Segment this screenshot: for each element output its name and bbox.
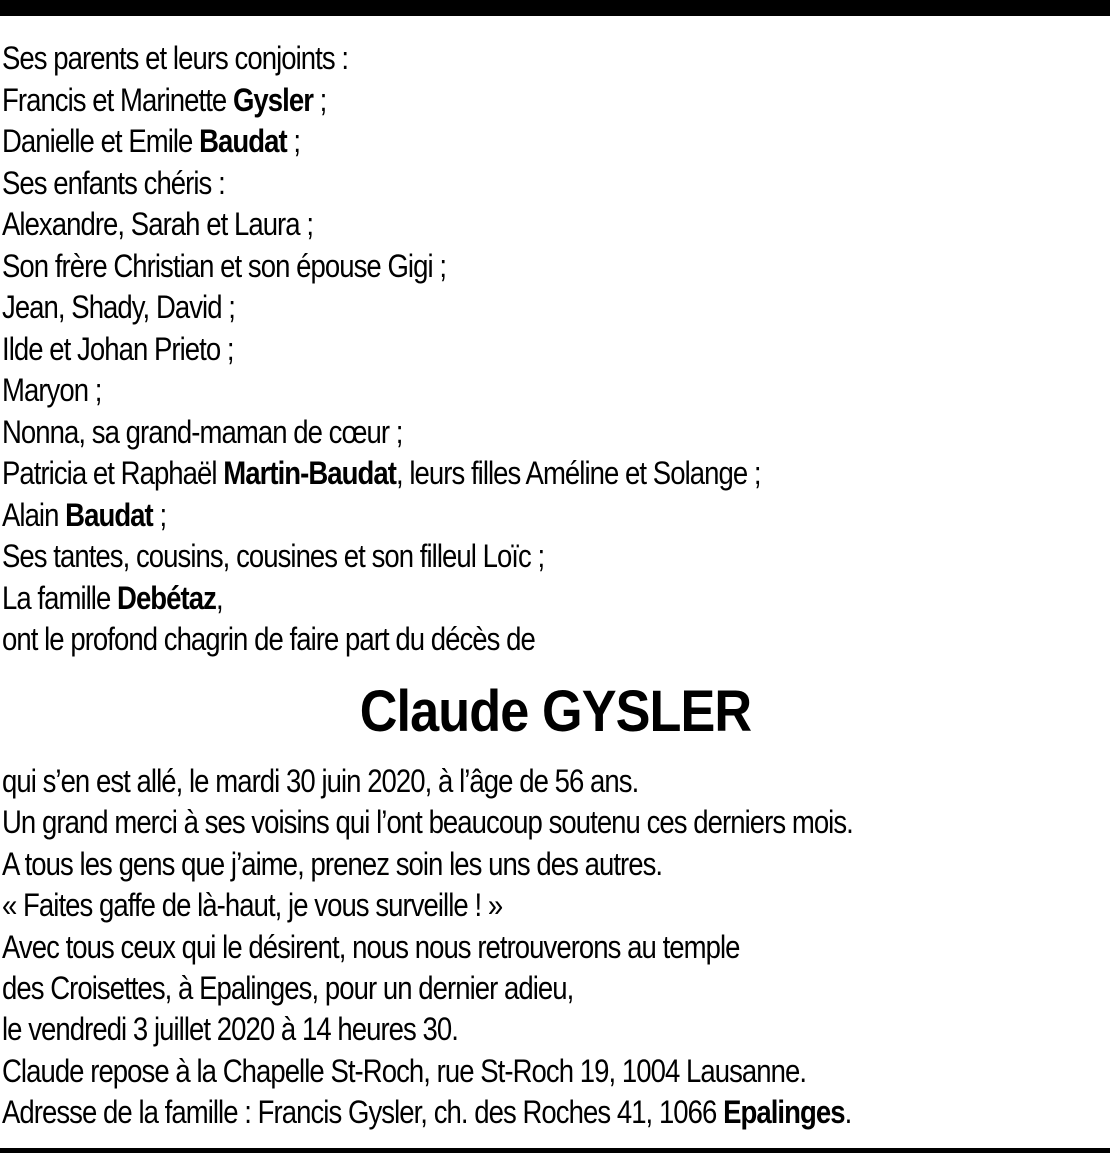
- top-border-rule: [0, 0, 1110, 16]
- message-line: des Croisettes, à Epalinges, pour un dernier adieu,: [2, 969, 574, 1006]
- message-block: [2, 761, 1108, 1134]
- family-surname: Martin-Baudat: [223, 455, 396, 491]
- family-surname: Baudat: [199, 123, 287, 159]
- message-line: Un grand merci à ses voisins qui l’ont beaucoup soutenu ces derniers mois.: [2, 804, 853, 841]
- message-line: Avec tous ceux qui le désirent, nous nous retrouverons au temple: [2, 928, 740, 965]
- message-line: Claude repose à la Chapelle St-Roch, rue St-Roch 19, 1004 Lausanne.: [2, 1052, 807, 1089]
- message-line: qui s’en est allé, le mardi 30 juin 2020, à l’âge de 56 ans.: [2, 763, 639, 799]
- announcement-line: ont le profond chagrin de faire part du décès de: [2, 621, 535, 657]
- family-address-line: Adresse de la famille : Francis Gysler, ch. des Roches 41, 1066 Epalinges.: [2, 1094, 852, 1131]
- message-line: A tous les gens que j’aime, prenez soin les uns des autres.: [2, 845, 663, 882]
- bottom-border-rule: [0, 1148, 1110, 1153]
- message-line: « Faites gaffe de là-haut, je vous surveille ! »: [2, 887, 503, 924]
- family-surname: Gysler: [232, 81, 313, 118]
- family-line: Alexandre, Sarah et Laura ;: [2, 206, 314, 242]
- deceased-name: Claude GYSLER: [359, 679, 751, 744]
- family-surname: Baudat: [65, 496, 153, 533]
- family-line: Son frère Christian et son épouse Gigi ;: [2, 247, 447, 284]
- family-line: Nonna, sa grand-maman de cœur ;: [2, 413, 403, 450]
- family-line: La famille Debétaz,: [2, 579, 223, 616]
- family-surname: Debétaz: [117, 579, 216, 616]
- address-place: Epalinges: [723, 1094, 845, 1131]
- family-line: Jean, Shady, David ;: [2, 289, 235, 325]
- family-line: Maryon ;: [2, 372, 102, 408]
- family-line: Francis et Marinette Gysler ;: [2, 81, 327, 118]
- family-line: Ses enfants chéris :: [2, 164, 225, 201]
- family-intro-line: Ses parents et leurs conjoints :: [2, 40, 349, 76]
- family-line: Ilde et Johan Prieto ;: [2, 330, 234, 367]
- family-line: Ses tantes, cousins, cousines et son filleul Loïc ;: [2, 538, 545, 574]
- family-list: [2, 38, 1108, 661]
- family-line: Alain Baudat ;: [2, 496, 167, 533]
- family-line: Danielle et Emile Baudat ;: [2, 123, 301, 159]
- message-line: le vendredi 3 juillet 2020 à 14 heures 30.: [2, 1011, 458, 1048]
- family-line: Patricia et Raphaël Martin-Baudat, leurs filles Améline et Solange ;: [2, 455, 761, 491]
